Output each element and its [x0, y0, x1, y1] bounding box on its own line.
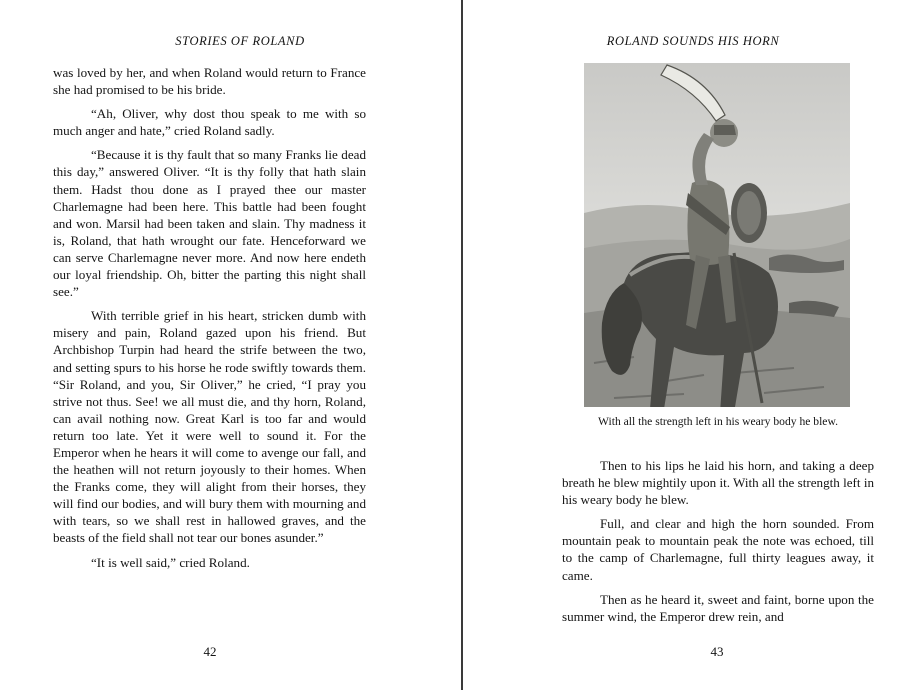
paragraph: “Because it is thy fault that so many Franks lie dead this day,” answered Oliver. “It is thy folly that hath slain them. Hadst thou done as I prayed thee our master Charlemagne had been here. This battle had been fought and won. Marsil had been taken and slain. Thy madness it is, Roland, that hath wrought our fate. Henceforward we can serve Charlemagne never more. And now here endeth our loyal friendship. Oh, bitter the parting this night shall see.”: [53, 147, 366, 300]
paragraph: Then as he heard it, sweet and faint, borne upon the summer wind, the Emperor drew rein, and: [562, 591, 874, 624]
paragraph: With terrible grief in his heart, stricken dumb with misery and pain, Roland gazed upon his friend. But Archbishop Turpin had heard the strife between the two, and setting spurs to his horse he rode swiftly towards them. “Sir Roland, and you, Sir Oliver,” he cried, “I pray you strive not thus. See! we all must die, and thy horn, Roland, can avail nothing now. Great Karl is too far and would return too late. Yet it were well to sound it. For the Emperor when he hears it will come to avenge our fall, and the heathen will not return joyously to their homes. When the Franks come, they will alight from their horses, they will find our bodies, and will bury them with mourning and with tears, so we shall rest in hallowed graves, and the beasts of the field shall not tear our bones asunder.”: [53, 308, 366, 546]
illustration-caption: With all the strength left in his weary body he blew.: [598, 415, 838, 428]
right-page: [464, 0, 922, 690]
book-spine: [461, 0, 463, 690]
paragraph: “Ah, Oliver, why dost thou speak to me with so much anger and hate,” cried Roland sadly.: [53, 106, 366, 139]
paragraph: “It is well said,” cried Roland.: [91, 554, 250, 570]
right-text-block: [562, 457, 874, 632]
page-number-right: 43: [710, 644, 724, 659]
running-head-left: STORIES OF ROLAND: [175, 34, 305, 48]
running-head-right: ROLAND SOUNDS HIS HORN: [606, 34, 780, 48]
illustration-roland-horn: [584, 63, 850, 407]
page-number-left: 42: [203, 644, 217, 659]
left-text-block: [53, 64, 366, 578]
paragraph: was loved by her, and when Roland would return to France she had promised to be his bride.: [53, 65, 366, 98]
knight-horseback-illustration: [584, 63, 850, 407]
paragraph: Then to his lips he laid his horn, and taking a deep breath he blew mightily upon it. With all the strength left in his weary body he blew.: [562, 458, 874, 508]
paragraph: Full, and clear and high the horn sounded. From mountain peak to mountain peak the note was echoed, till to the camp of Charlemagne, full thirty leagues away, it came.: [562, 516, 874, 583]
